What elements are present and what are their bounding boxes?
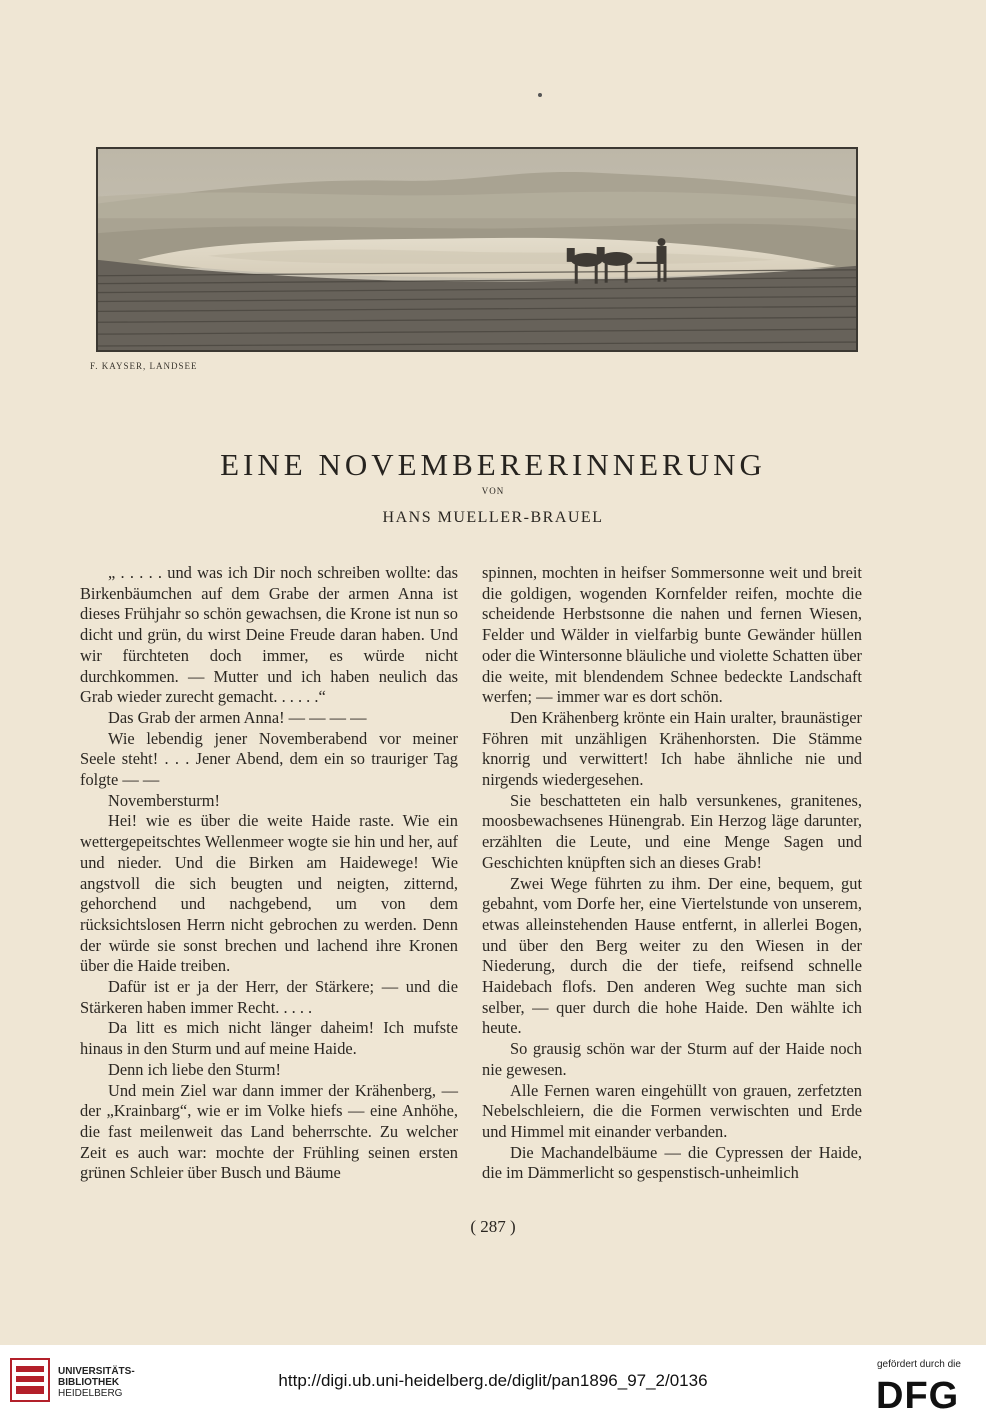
paragraph: Und mein Ziel war dann immer der Krähenberg, — der „Krainbarg“, wie er im Volke hiefs — eine Anhöhe, die fast meilenweit das Land beherrschte. Zu welcher Zeit es auch war: mochte der Frühling seinen ersten grünen Schleier über Busch und Bäume: [80, 1080, 458, 1183]
library-line: HEIDELBERG: [58, 1388, 123, 1399]
library-line: UNIVERSITÄTS-: [58, 1366, 135, 1377]
paragraph: spinnen, mochten in heifser Sommersonne weit und breit die goldigen, wogenden Kornfelder reifen, mochte die scheidende Herbstsonne die nahen und fernen Wiesen, Felder und Wälder in vielfarbig bunte Gewänder hüllen oder die Wintersonne bläuliche und violette Schatten über die weite, mit blendendem Schnee bedeckte Landschaft werfen; — immer war es dort schön.: [482, 563, 863, 707]
plate-credit: F. KAYSER, LANDSEE: [90, 361, 198, 371]
article-author: HANS MUELLER-BRAUEL: [382, 509, 604, 526]
byline-von: VON: [481, 486, 505, 496]
printing-speck: [538, 93, 542, 97]
funded-by-label: gefördert durch die: [877, 1359, 961, 1370]
paragraph: Denn ich liebe den Sturm!: [108, 1059, 281, 1079]
dfg-logo: DFG: [876, 1375, 960, 1417]
paragraph: Da litt es mich nicht länger daheim! Ich mufste hinaus in den Sturm und auf meine Haide.: [80, 1018, 458, 1059]
paragraph: Alle Fernen waren eingehüllt von grauen, zerfetzten Nebelschleiern, die die Formen verwischten und Erde und Himmel mit einander verbanden.: [482, 1080, 862, 1141]
digitization-footer: [0, 1345, 986, 1423]
paragraph: Wie lebendig jener Novemberabend vor meiner Seele steht! . . . Jener Abend, dem ein so trauriger Tag folgte — —: [80, 728, 458, 790]
paragraph: Novembersturm!: [108, 790, 220, 810]
article-title: EINE NOVEMBERERINNERUNG: [220, 447, 766, 482]
paragraph: So grausig schön war der Sturm auf der Haide noch nie gewesen.: [482, 1039, 862, 1079]
paragraph: Dafür ist er ja der Herr, der Stärkere; — und die Stärkeren haben immer Recht. . . . .: [80, 977, 458, 1017]
permalink-url[interactable]: http://digi.ub.uni-heidelberg.de/diglit/pan1896_97_2/0136: [278, 1371, 708, 1390]
page-number: ( 287 ): [470, 1217, 516, 1236]
paragraph: Zwei Wege führten zu ihm. Der eine, bequem, gut gebahnt, vom Dorfe her, eine Viertelstunde von unserem, etwas alleinstehenden Hause entfernt, in allerlei Bogen, und über den Berg weiter zu den Wiesen in der Niederung, durch die der tiefe, reifsend schnelle Haidebach flofs. Den anderen Weg suchte man sich selber, — quer durch die hohe Haide. Den wählte ich heute.: [482, 873, 862, 1038]
paragraph: „ . . . . . und was ich Dir noch schreiben wollte: das Birkenbäumchen auf dem Grabe der armen Anna ist dieses Frühjahr so schön gewachsen, die Krone ist nun so dicht und grün, du wirst Deine Freude daran haben. Und wir fürchteten doch immer, es würde nicht durchkommen. — Mutter und ich haben neulich das Grab wieder zurecht gemacht. . . . . .“: [80, 563, 458, 707]
paragraph: Die Machandelbäume — die Cypressen der Haide, die im Dämmerlicht so gespenstisch-unheimlich: [482, 1142, 862, 1183]
plowing-landscape-illustration: [98, 149, 856, 350]
paragraph: Das Grab der armen Anna! — — — —: [108, 707, 367, 727]
landscape-plate-image: [96, 147, 858, 352]
paragraph: Hei! wie es über die weite Haide raste. Wie ein wettergepeitschtes Wellenmeer wogte sie hin und her, auf und nieder. Und die Birken am Haidewege! Wie angstvoll die sich beugten und neigten, zitternd, gehorchend und nachgebend, um von dem rücksichtslosen Herrn nicht gebrochen zu werden. Denn der würde sie sonst brechen und lachend ihre Kronen über die Haide treiben.: [80, 811, 458, 976]
right-text-column: [482, 563, 862, 1184]
paragraph: Den Krähenberg krönte ein Hain uralter, braunästiger Föhren mit unzähligen Krähenhorsten. Die Stämme knorrig und verwittert! Ich habe ähnliche nie und nirgends wiedergesehen.: [482, 707, 862, 790]
left-text-column: [80, 563, 458, 1184]
paragraph: Sie beschatteten ein halb versunkenes, granitenes, moosbewachsenes Hünengrab. Ein Herzog läge darunter, erzählten die Leute, und eine Menge Sagen und Geschichten knüpften sich an dieses Grab!: [482, 790, 862, 872]
library-line: BIBLIOTHEK: [58, 1377, 120, 1388]
